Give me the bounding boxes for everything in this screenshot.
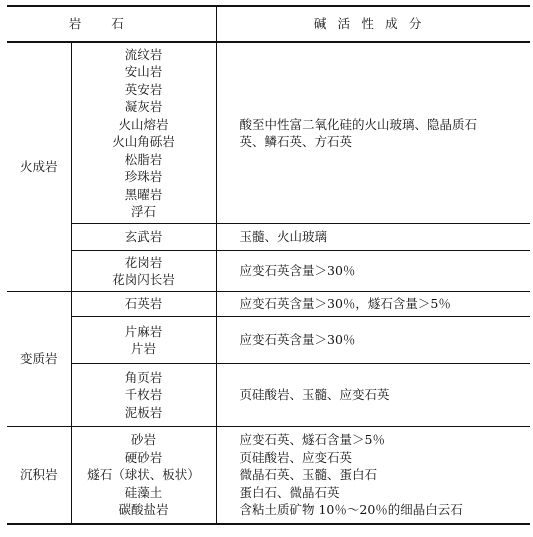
component-text: 应变石英含量＞30％，燧石含量＞5％: [239, 296, 451, 312]
header-row: [7, 6, 530, 42]
header-component: 碱活性成分: [216, 6, 530, 42]
table-row: [7, 427, 530, 525]
rock-cell: [71, 42, 216, 224]
rock-name: 花岗岩: [124, 254, 163, 270]
rock-name: 安山岩: [124, 64, 163, 79]
rock-cell: [71, 364, 216, 427]
table-row: [7, 251, 530, 292]
component-text: 含粘土质矿物 10％～20％的细晶白云石: [239, 502, 463, 518]
component-text: 应变石英含量＞30％: [239, 332, 356, 348]
rock-name: 松脂岩: [124, 151, 163, 167]
component-text: 酸至中性富二氧化硅的火山玻璃、隐晶质石: [239, 116, 478, 132]
table-row: [7, 42, 530, 224]
rock-name: 火山角砾岩: [112, 134, 175, 149]
component-text: 应变石英、燧石含量＞5％: [239, 432, 385, 448]
component-text: 玉髓、火山玻璃: [239, 229, 328, 245]
category-igneous: 火成岩: [7, 42, 71, 292]
rock-name: 泥板岩: [124, 404, 163, 420]
component-text: 蛋白石、微晶石英: [239, 484, 340, 500]
rock-name: 石英岩: [124, 296, 163, 312]
rock-name: 燧石（球状、板状）: [87, 467, 200, 483]
rock-name: 千枚岩: [124, 387, 163, 403]
alkali-reactive-rocks-table: [7, 5, 530, 525]
component-text: 应变石英含量＞30％: [239, 263, 356, 279]
component-cell: [216, 42, 530, 224]
component-cell: [216, 364, 530, 427]
header-rock: 岩石: [7, 6, 216, 42]
rock-name: 玄武岩: [124, 229, 163, 245]
rock-name: 角页岩: [124, 369, 163, 385]
component-cell: [216, 251, 530, 292]
category-sedimentary: 沉积岩: [7, 427, 71, 525]
component-text: 微晶石英、玉髓、蛋白石: [239, 467, 378, 483]
rock-name: 浮石: [130, 204, 156, 219]
rock-name: 砂岩: [130, 432, 156, 448]
rock-name: 黑曜岩: [124, 186, 163, 202]
rock-name: 火山熔岩: [118, 116, 169, 132]
rock-name: 片岩: [130, 341, 156, 356]
rock-cell: [71, 251, 216, 292]
rock-name: 硬砂岩: [124, 449, 163, 465]
component-text: 页硅酸岩、应变石英: [239, 449, 353, 465]
rock-name: 凝灰岩: [124, 99, 163, 114]
rock-cell: [71, 317, 216, 364]
rock-name: 英安岩: [124, 81, 163, 97]
rock-cell: [71, 224, 216, 251]
rock-name: 珍珠岩: [124, 169, 163, 184]
component-text: 英、鳞石英、方石英: [239, 134, 353, 149]
rock-cell: [71, 292, 216, 317]
rock-name: 片麻岩: [124, 323, 163, 339]
rock-name: 硅藻土: [124, 484, 163, 500]
component-text: 页硅酸岩、玉髓、应变石英: [239, 387, 390, 403]
table-row: [7, 317, 530, 364]
component-cell: [216, 317, 530, 364]
component-cell: [216, 292, 530, 317]
rock-name: 碳酸盐岩: [118, 502, 169, 518]
table-row: [7, 224, 530, 251]
rock-name: 花岗闪长岩: [112, 272, 175, 287]
rock-cell: [71, 427, 216, 525]
component-cell: [216, 427, 530, 525]
component-cell: [216, 224, 530, 251]
category-metamorphic: 变质岩: [7, 292, 71, 427]
rock-name: 流纹岩: [124, 46, 163, 62]
table-row: [7, 364, 530, 427]
table-row: [7, 292, 530, 317]
